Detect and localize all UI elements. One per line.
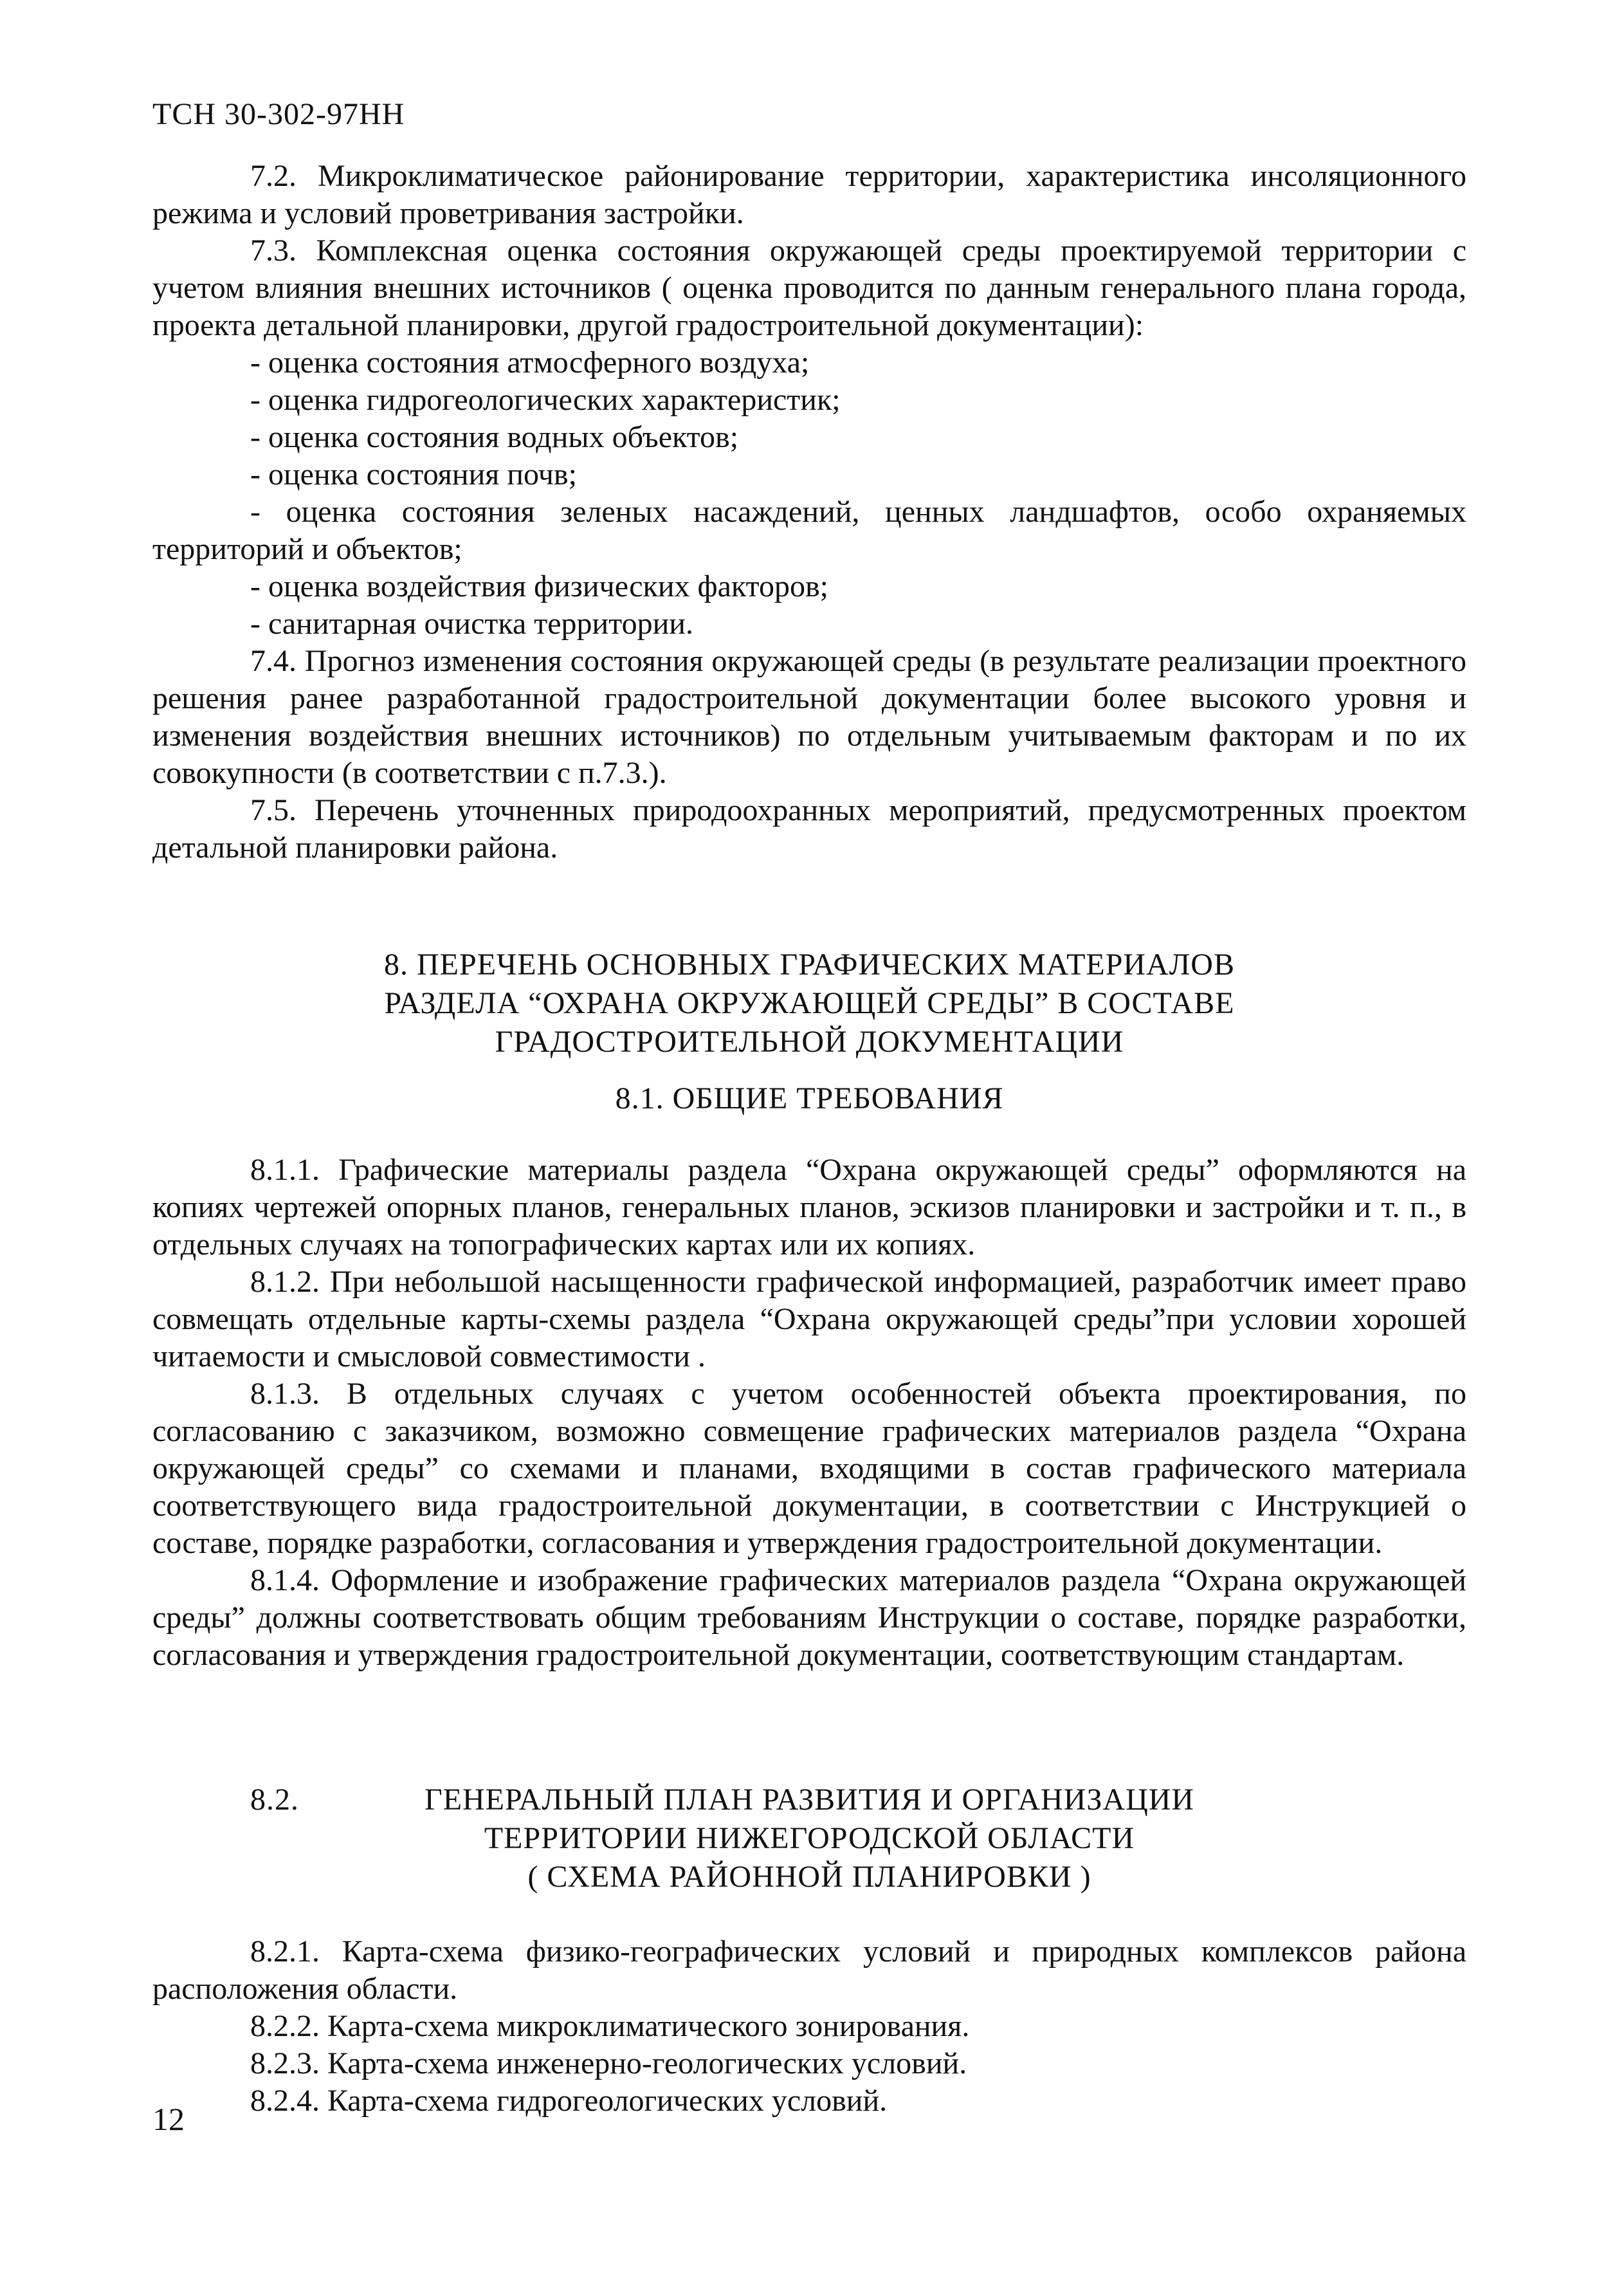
paragraph-8-1-1: 8.1.1. Графические материалы раздела “Охрана окружающей среды” оформляются на копиях чертежей опорных планов, генеральных планов, эскизов планировки и застройки и т. п., в отдельных случаях на топографических картах или их копиях. <box>152 1153 1466 1262</box>
section-8-title <box>152 946 1466 1061</box>
list-item: - оценка состояния зеленых насаждений, ценных ландшафтов, особо охраняемых территорий и объектов; <box>152 495 1466 566</box>
subsection-8-2-body <box>152 1933 1466 2120</box>
page-number: 12 <box>152 2101 185 2137</box>
section-8-title-line: ГРАДОСТРОИТЕЛЬНОЙ ДОКУМЕНТАЦИИ <box>495 1025 1124 1059</box>
paragraph-7-3: 7.3. Комплексная оценка состояния окружающей среды проектируемой территории с учетом влияния внешних источников ( оценка проводится по данным генерального плана города, проекта детальной планировки, другой градостроительной документации): <box>152 234 1466 342</box>
section-8-title-line: РАЗДЕЛА “ОХРАНА ОКРУЖАЮЩЕЙ СРЕДЫ” В СОСТАВЕ <box>384 986 1235 1020</box>
subsection-8-2-title-line: ГЕНЕРАЛЬНЫЙ ПЛАН РАЗВИТИЯ И ОРГАНИЗАЦИИ <box>424 1783 1195 1817</box>
subsection-8-1-body <box>152 1152 1466 1674</box>
list-item: - оценка гидрогеологических характеристик; <box>250 383 841 417</box>
section-7-body <box>152 158 1466 867</box>
subsection-8-2-title-line: ( СХЕМА РАЙОННОЙ ПЛАНИРОВКИ ) <box>527 1860 1091 1894</box>
paragraph-8-1-2: 8.1.2. При небольшой насыщенности графической информацией, разработчик имеет право совмещать отдельные карты-схемы раздела “Охрана окружающей среды”при условии хорошей читаемости и смысловой совместимости . <box>152 1265 1466 1373</box>
paragraph-8-1-4: 8.1.4. Оформление и изображение графических материалов раздела “Охрана окружающей среды” должны соответствовать общим требованиям Инструкции о составе, порядке разработки, согласования и утверждения градостроительной документации, соответствующим стандартам. <box>152 1563 1466 1672</box>
list-item: - оценка состояния почв; <box>250 457 577 491</box>
subsection-8-1-title: 8.1. ОБЩИЕ ТРЕБОВАНИЯ <box>615 1081 1004 1115</box>
subsection-8-2-number: 8.2. <box>250 1783 299 1817</box>
paragraph-7-5: 7.5. Перечень уточненных природоохранных мероприятий, предусмотренных проектом детальной планировки района. <box>152 793 1466 865</box>
list-item: - оценка состояния атмосферного воздуха; <box>250 345 810 380</box>
paragraph-8-2-4: 8.2.4. Карта-схема гидрогеологических условий. <box>250 2084 888 2118</box>
paragraph-8-2-2: 8.2.2. Карта-схема микроклиматического зонирования. <box>250 2009 970 2043</box>
document-code: ТСН 30-302-97НН <box>152 97 405 131</box>
paragraph-8-2-1: 8.2.1. Карта-схема физико-географических условий и природных комплексов района расположения области. <box>152 1934 1466 2006</box>
list-item: - санитарная очистка территории. <box>250 607 693 641</box>
list-item: - оценка воздействия физических факторов; <box>250 569 828 603</box>
subsection-8-2-title <box>152 1781 1466 1896</box>
paragraph-8-2-3: 8.2.3. Карта-схема инженерно-геологических условий. <box>250 2046 967 2080</box>
list-item: - оценка состояния водных объектов; <box>250 420 739 454</box>
paragraph-7-4: 7.4. Прогноз изменения состояния окружающей среды (в результате реализации проектного решения ранее разработанной градостроительной документации более высокого уровня и изменения воздействия внешних источников) по отдельным учитываемым факторам и по их совокупности (в соответствии с п.7.3.). <box>152 644 1466 790</box>
paragraph-8-1-3: 8.1.3. В отдельных случаях с учетом особенностей объекта проектирования, по согласованию с заказчиком, возможно совмещение графических материалов раздела “Охрана окружающей среды” со схемами и планами, входящими в состав графического материала соответствующего вида градостроительной документации, в соответствии с Инструкцией о составе, порядке разработки, согласования и утверждения градостроительной документации. <box>152 1377 1466 1560</box>
subsection-8-2-title-line: ТЕРРИТОРИИ НИЖЕГОРОДСКОЙ ОБЛАСТИ <box>484 1821 1135 1855</box>
section-8-title-line: 8. ПЕРЕЧЕНЬ ОСНОВНЫХ ГРАФИЧЕСКИХ МАТЕРИАЛОВ <box>384 948 1235 982</box>
paragraph-7-2: 7.2. Микроклиматическое районирование территории, характеристика инсоляционного режима и условий проветривания застройки. <box>152 159 1466 230</box>
